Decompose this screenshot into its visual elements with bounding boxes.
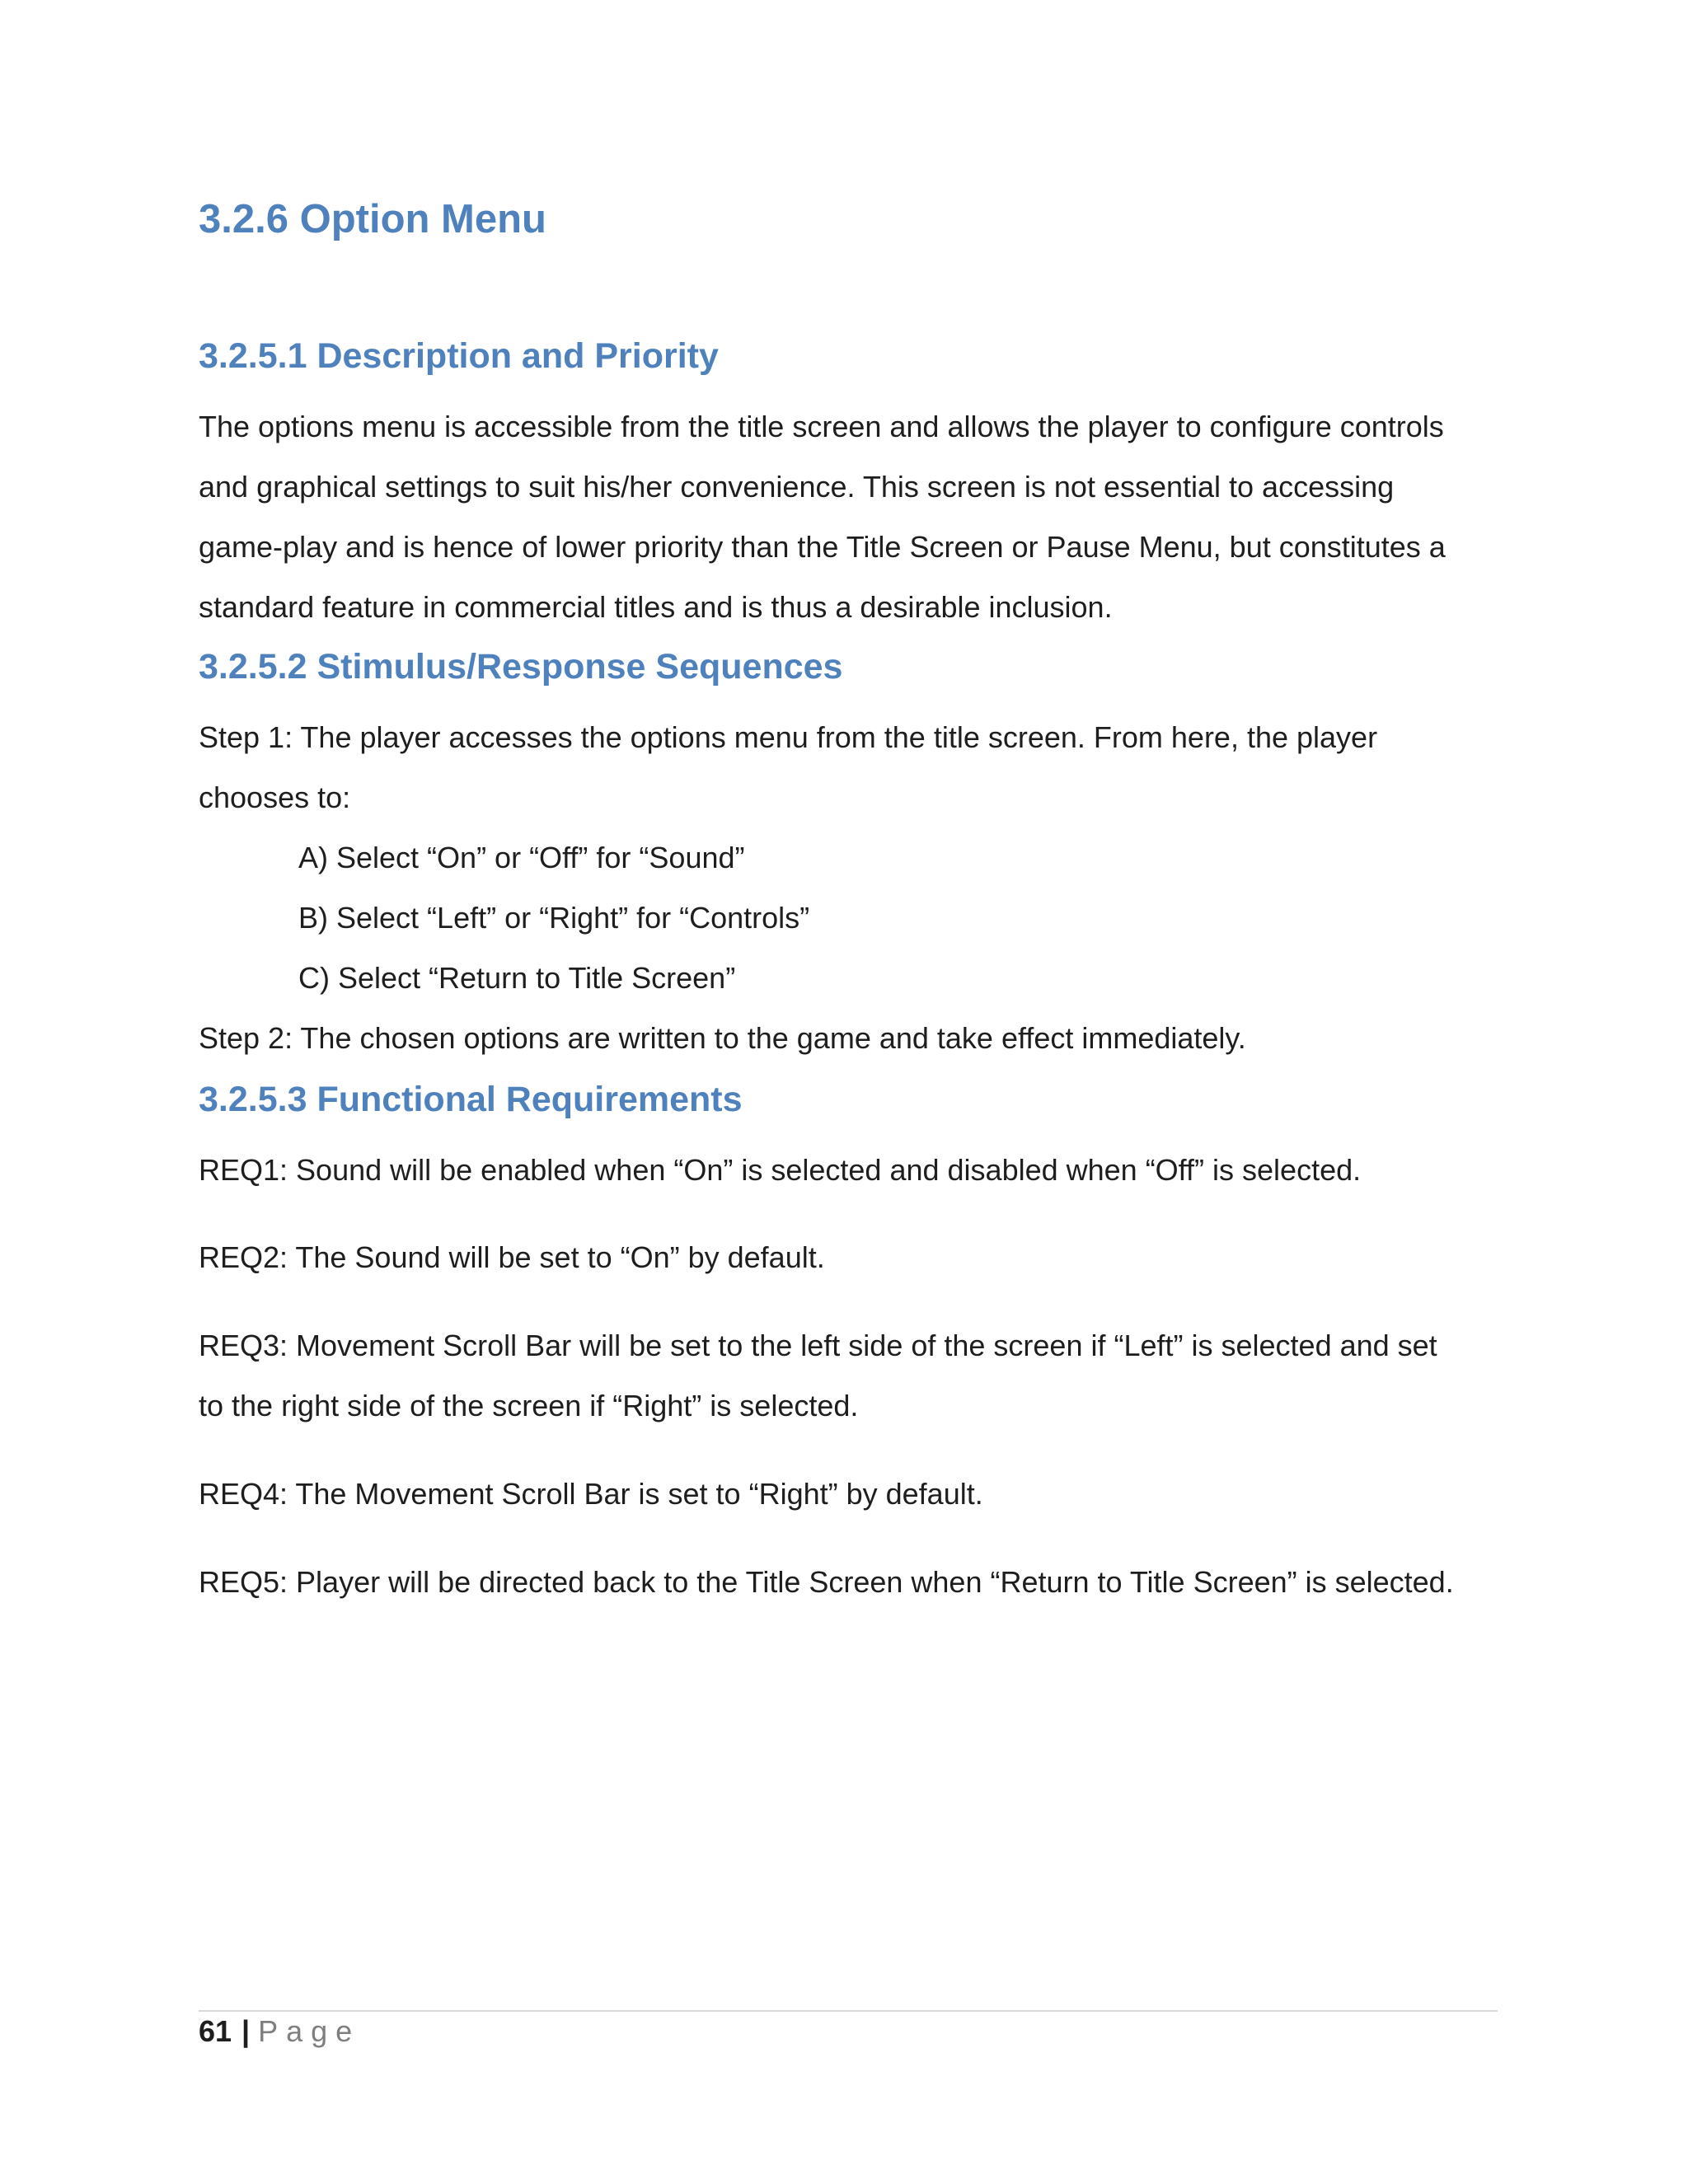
req3-line-2: to the right side of the screen if “Right” is selected. — [199, 1389, 859, 1422]
req4: REQ4: The Movement Scroll Bar is set to “Right” by default. — [199, 1477, 983, 1511]
section-heading: 3.2.6 Option Menu — [199, 197, 546, 241]
req5: REQ5: Player will be directed back to the Title Screen when “Return to Title Screen” is selected. — [199, 1565, 1454, 1599]
page-number: 61 — [199, 2014, 232, 2048]
description-line-2: and graphical settings to suit his/her convenience. This screen is not essential to accessing — [199, 470, 1395, 504]
description-line-4: standard feature in commercial titles and is thus a desirable inclusion. — [199, 590, 1113, 624]
footer-separator: | — [241, 2014, 251, 2048]
footer-divider — [199, 2010, 1498, 2012]
page-label: Page — [258, 2014, 361, 2048]
step2: Step 2: The chosen options are written to the game and take effect immediately. — [199, 1021, 1246, 1055]
description-line-1: The options menu is accessible from the title screen and allows the player to configure controls — [199, 410, 1444, 443]
option-c: C) Select “Return to Title Screen” — [298, 961, 736, 995]
description-heading: 3.2.5.1 Description and Priority — [199, 336, 719, 376]
option-b: B) Select “Left” or “Right” for “Controls” — [298, 901, 810, 935]
page-footer — [199, 2014, 360, 2049]
req3-line-1: REQ3: Movement Scroll Bar will be set to the left side of the screen if “Left” is selected and set — [199, 1329, 1437, 1362]
functional-heading: 3.2.5.3 Functional Requirements — [199, 1080, 743, 1119]
option-a: A) Select “On” or “Off” for “Sound” — [298, 841, 745, 874]
stimulus-heading: 3.2.5.2 Stimulus/Response Sequences — [199, 647, 843, 687]
req2: REQ2: The Sound will be set to “On” by default. — [199, 1240, 825, 1274]
step1-line-1: Step 1: The player accesses the options menu from the title screen. From here, the player — [199, 720, 1378, 754]
description-line-3: game-play and is hence of lower priority than the Title Screen or Pause Menu, but constitutes a — [199, 530, 1446, 564]
step1-line-2: chooses to: — [199, 780, 351, 814]
req1: REQ1: Sound will be enabled when “On” is selected and disabled when “Off” is selected. — [199, 1153, 1362, 1187]
